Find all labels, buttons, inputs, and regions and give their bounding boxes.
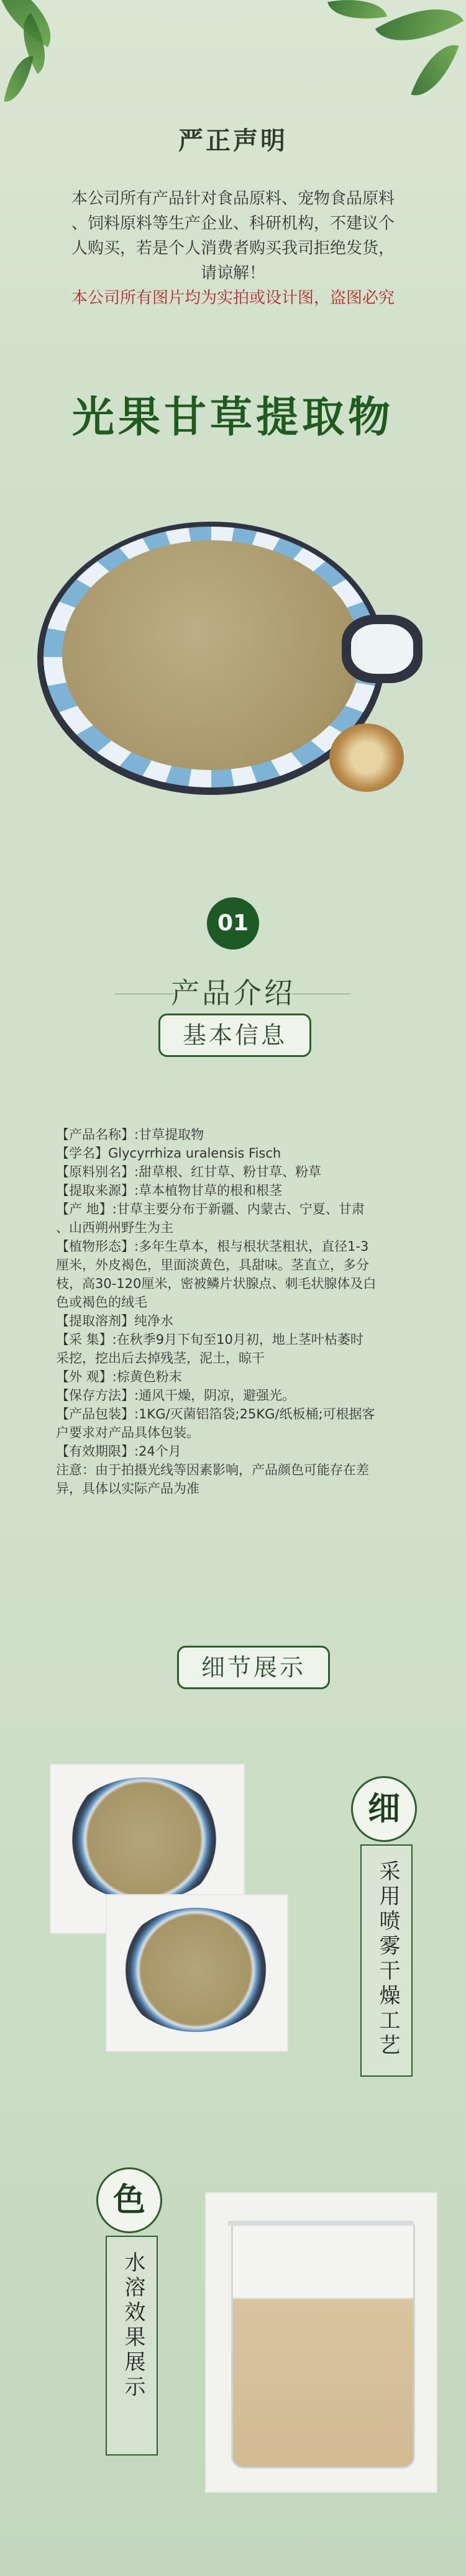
- leaf-decoration-right: [327, 0, 387, 27]
- info-line: 【保存方法】:通风干燥，阴凉，避强光。: [56, 1388, 296, 1403]
- info-line: 异，具体以实际产品为准: [56, 1481, 199, 1496]
- info-line: 【原料别名】:甜草根、红甘草、粉甘草、粉草: [56, 1164, 322, 1179]
- detail-label: 细节展示: [177, 1646, 330, 1689]
- product-title: 光果甘草提取物: [71, 393, 394, 442]
- section-title: 产品介绍: [171, 976, 295, 1010]
- info-line: 色或褐色的绒毛: [56, 1295, 147, 1310]
- product-info-list: [56, 1125, 404, 1498]
- info-line: 【提取来源】:草本植物甘草的根和根茎: [56, 1183, 283, 1198]
- notice-line: 请谅解！: [200, 264, 265, 283]
- notice-line: 、饲料原料等生产企业、科研机构，不建议个: [71, 214, 395, 233]
- info-line: 户要求对产品具体包装。: [56, 1425, 199, 1440]
- color-icon: 色: [96, 2167, 162, 2233]
- info-line: 【有效期限】:24个月: [56, 1444, 181, 1459]
- info-line: 【产品包装】:1KG/灭菌铝箔袋;25KG/纸板桶;可根据客: [56, 1407, 375, 1422]
- hero-bowl-image: [37, 522, 435, 814]
- notice-warning: 本公司所有图片均为实拍或设计图，盗图必究: [71, 289, 395, 307]
- info-line: 、山西朔州野生为主: [56, 1220, 173, 1235]
- info-line: 厘米，外皮褐色，里面淡黄色，具甜味。茎直立，多分: [56, 1258, 369, 1272]
- info-line: 【植物形态】:多年生草本，根与根状茎粗状，直径1-3: [56, 1239, 369, 1254]
- color-text: 水溶效果展示: [121, 2251, 145, 2400]
- dissolved-sample-photo: [205, 2192, 437, 2493]
- powder-photo-bottom: [106, 1894, 288, 2052]
- info-line: 【采 集】:在秋季9月下旬至10月初，地上茎叶枯萎时: [56, 1332, 363, 1347]
- notice-line: 本公司所有产品针对食品原料、宠物食品原料: [71, 189, 395, 208]
- info-line: 【学名】Glycyrrhiza uralensis Fisch: [56, 1146, 281, 1161]
- info-line: 枝，高30-120厘米，密被鳞片状腺点、刺毛状腺体及白: [56, 1276, 377, 1291]
- info-line: 注意：由于拍摄光线等因素影响，产品颜色可能存在差: [56, 1463, 369, 1477]
- notice-title: 严正声明: [178, 127, 288, 155]
- info-line: 【外 观】:棕黄色粉末: [56, 1369, 182, 1384]
- info-line: 采挖，挖出后去掉残茎，泥土，晾干: [56, 1351, 265, 1366]
- notice-text: [0, 186, 466, 311]
- section-number-badge: 01: [207, 897, 259, 950]
- info-line: 【产品名称】:甘草提取物: [56, 1127, 204, 1142]
- leaf-decoration-right: [411, 36, 459, 104]
- notice-line: 人购买，若是个人消费者购买我司拒绝发货，: [71, 239, 395, 258]
- leaf-decoration-left: [4, 53, 33, 106]
- info-line: 【提取溶剂】纯净水: [56, 1313, 173, 1328]
- basic-info-label: 基本信息: [158, 1014, 311, 1057]
- info-line: 【产 地】:甘草主要分布于新疆、内蒙古、宁夏、甘肃: [56, 1202, 365, 1217]
- fine-text: 采用喷雾干燥工艺: [375, 1860, 400, 2059]
- fine-icon: 细: [351, 1776, 417, 1842]
